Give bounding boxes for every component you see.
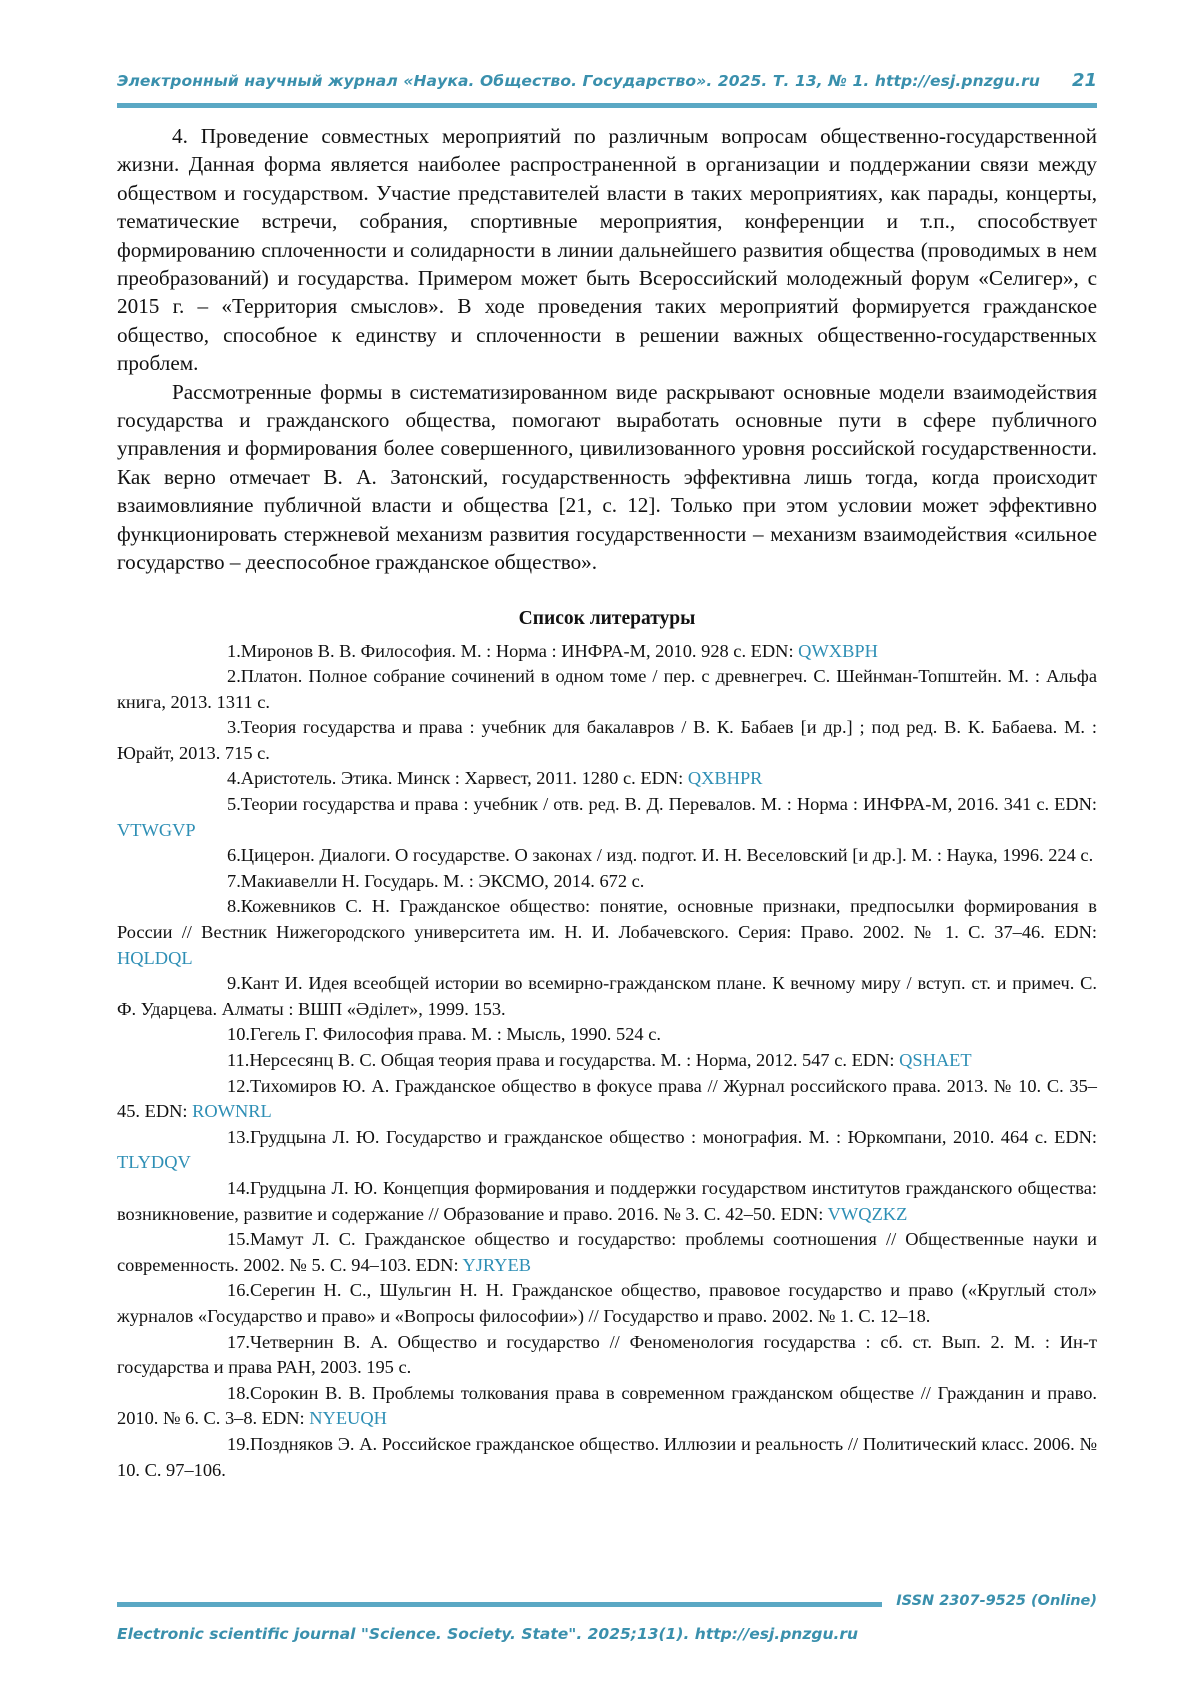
reference-item xyxy=(117,1048,1097,1074)
edn-link[interactable]: QXBHPR xyxy=(687,768,763,789)
reference-text: Сорокин В. В. Проблемы толкования права в современном гражданском обществе // Гражданин и право. 2010. № 6. С. 3–8. EDN: xyxy=(117,1382,1097,1429)
edn-link[interactable]: YJRYEB xyxy=(462,1254,531,1275)
reference-number: 10. xyxy=(227,1024,250,1045)
reference-text: Кожевников С. Н. Гражданское общество: понятие, основные признаки, предпосылки формирования в России // Вестник Нижегородского университета им. Н. И. Лобачевского. Серия: Право. 2002. № 1. С. 37–46. EDN: xyxy=(117,896,1097,943)
page-header xyxy=(117,70,1097,96)
reference-number: 5. xyxy=(227,794,241,815)
reference-number: 14. xyxy=(227,1177,250,1198)
reference-item xyxy=(117,1381,1097,1432)
references-title: Список литературы xyxy=(518,607,696,629)
reference-item xyxy=(117,1227,1097,1278)
reference-text: Платон. Полное собрание сочинений в одном томе / пер. с древнегреч. С. Шейнман-Топштейн. М. : Альфа книга, 2013. 1311 с. xyxy=(117,666,1097,712)
reference-item xyxy=(117,869,1097,895)
reference-text: Серегин Н. С., Шульгин Н. Н. Гражданское общество, правовое государство и право («Круглый стол» журналов «Государство и право» и «Вопросы философии») // Государство и право. 2002. № 1. С. 12–18. xyxy=(117,1280,1097,1326)
reference-item xyxy=(117,971,1097,1022)
reference-item xyxy=(117,715,1097,766)
reference-item xyxy=(117,766,1097,792)
edn-link[interactable]: QSHAET xyxy=(899,1050,972,1070)
reference-number: 7. xyxy=(227,870,241,891)
reference-item xyxy=(117,1278,1097,1329)
reference-item xyxy=(117,1330,1097,1381)
article-body xyxy=(117,122,1097,1483)
reference-number: 18. xyxy=(227,1382,250,1403)
edn-link[interactable]: VWQZKZ xyxy=(827,1203,908,1224)
reference-text: Грудцына Л. Ю. Государство и гражданское общество : монография. М. : Юркомпани, 2010. 464 с. EDN: xyxy=(250,1126,1097,1147)
reference-text: Миронов В. В. Философия. М. : Норма : ИНФРА-М, 2010. 928 с. EDN: xyxy=(240,640,799,661)
edn-link[interactable]: VTWGVP xyxy=(117,819,196,840)
reference-item xyxy=(117,1432,1097,1483)
reference-number: 6. xyxy=(227,845,241,866)
reference-number: 11. xyxy=(227,1050,250,1070)
reference-item xyxy=(117,1125,1097,1176)
reference-text: Нерсесянц В. С. Общая теория права и государства. М. : Норма, 2012. 547 с. EDN: xyxy=(249,1050,900,1070)
reference-item xyxy=(117,1022,1097,1048)
reference-number: 15. xyxy=(227,1229,250,1250)
footer-divider xyxy=(117,1602,882,1607)
reference-item xyxy=(117,639,1097,665)
reference-text: Мамут Л. С. Гражданское общество и государство: проблемы соотношения // Общественные науки и современность. 2002. № 5. С. 94–103. EDN: xyxy=(117,1229,1097,1275)
reference-number: 17. xyxy=(227,1331,250,1352)
reference-number: 9. xyxy=(227,973,241,994)
reference-item xyxy=(117,792,1097,843)
edn-link[interactable]: QWXBPH xyxy=(798,640,878,661)
reference-item xyxy=(117,894,1097,971)
reference-text: Четвернин В. А. Общество и государство // Феноменология государства : сб. ст. Вып. 2. М. : Ин-т государства и права РАН, 2003. 195 с. xyxy=(117,1331,1097,1378)
reference-text: Макиавелли Н. Государь. М. : ЭКСМО, 2014. 672 с. xyxy=(240,870,645,891)
footer-issn: ISSN 2307-9525 (Online) xyxy=(896,1593,1097,1609)
reference-number: 12. xyxy=(227,1075,250,1096)
reference-text: Грудцына Л. Ю. Концепция формирования и поддержки государством институтов гражданского общества: возникновение, развитие и содержание // Образование и право. 2016. № 3. С. 42–50. EDN: xyxy=(117,1177,1097,1224)
reference-number: 2. xyxy=(227,666,241,687)
reference-text: Аристотель. Этика. Минск : Харвест, 2011. 1280 с. EDN: xyxy=(240,768,688,789)
reference-item xyxy=(117,664,1097,715)
reference-item xyxy=(117,843,1097,869)
reference-text: Тихомиров Ю. А. Гражданское общество в фокусе права // Журнал российского права. 2013. № 10. С. 35–45. EDN: xyxy=(117,1075,1097,1122)
reference-number: 3. xyxy=(227,717,241,738)
reference-text: Гегель Г. Философия права. М. : Мысль, 1990. 524 с. xyxy=(250,1024,661,1045)
page-number: 21 xyxy=(1071,70,1097,91)
reference-text: Кант И. Идея всеобщей истории во всемирно-гражданском плане. К вечному миру / вступ. ст. и примеч. С. Ф. Ударцева. Алматы : ВШП «Әділет», 1999. 153. xyxy=(117,973,1097,1019)
reference-text: Теории государства и права : учебник / отв. ред. В. Д. Перевалов. М. : Норма : ИНФРА-М, 2016. 341 с. EDN: xyxy=(240,794,1097,815)
reference-number: 4. xyxy=(227,768,241,789)
reference-number: 13. xyxy=(227,1126,250,1147)
references-list xyxy=(117,639,1097,1484)
edn-link[interactable]: TLYDQV xyxy=(117,1152,191,1173)
footer-journal-title: Electronic scientific journal "Science. Society. State". 2025;13(1). http://esj.pnzgu.ru xyxy=(117,1625,859,1643)
edn-link[interactable]: HQLDQL xyxy=(117,947,193,968)
reference-text: Поздняков Э. А. Российское гражданское общество. Иллюзии и реальность // Политический класс. 2006. № 10. С. 97–106. xyxy=(117,1433,1097,1480)
journal-header-title: Электронный научный журнал «Наука. Общество. Государство». 2025. Т. 13, № 1. http://esj.pnzgu.ru xyxy=(117,72,1041,90)
header-divider xyxy=(117,103,1097,108)
reference-number: 16. xyxy=(227,1280,250,1301)
reference-item xyxy=(117,1074,1097,1125)
reference-text: Цицерон. Диалоги. О государстве. О законах / изд. подгот. И. Н. Веселовский [и др.]. М. : Наука, 1996. 224 с. xyxy=(240,845,1094,866)
reference-number: 8. xyxy=(227,896,241,917)
paragraph: Рассмотренные формы в систематизированном виде раскрывают основные модели взаимодействия государства и гражданского общества, помогают выработать основные пути в сфере публичного управления и формирования более совершенного, цивилизованного уровня российской государственности. Как верно отмечает В. А. Затонский, государственность эффективна лишь тогда, когда происходит взаимовлияние публичной власти и общества [21, с. 12]. Только при этом условии может эффективно функционировать стержневой механизм развития государственности – механизм взаимодействия «сильное государство – дееспособное гражданское общество». xyxy=(117,379,1097,575)
reference-number: 1. xyxy=(227,640,241,661)
edn-link[interactable]: ROWNRL xyxy=(192,1101,272,1122)
reference-number: 19. xyxy=(227,1433,250,1454)
edn-link[interactable]: NYEUQH xyxy=(309,1408,387,1429)
reference-text: Теория государства и права : учебник для бакалавров / В. К. Бабаев [и др.] ; под ред. В. К. Бабаева. М. : Юрайт, 2013. 715 с. xyxy=(117,717,1097,763)
paragraph: 4. Проведение совместных мероприятий по различным вопросам общественно-государственной жизни. Данная форма является наиболее распространенной в организации и поддержании связи между обществом и государством. Участие представителей власти в таких мероприятиях, как парады, концерты, тематические встречи, собрания, спортивные мероприятия, конференции и т.п., способствует формированию сплоченности и солидарности в линии дальнейшего развития общества (проводимых в нем преобразований) и государства. Примером может быть Всероссийский молодежный форум «Селигер», с 2015 г. – «Территория смыслов». В ходе проведения таких мероприятий формируется гражданское общество, способное к единству и сплоченности в решении важных общественно-государственных проблем. xyxy=(117,124,1097,376)
reference-item xyxy=(117,1176,1097,1227)
